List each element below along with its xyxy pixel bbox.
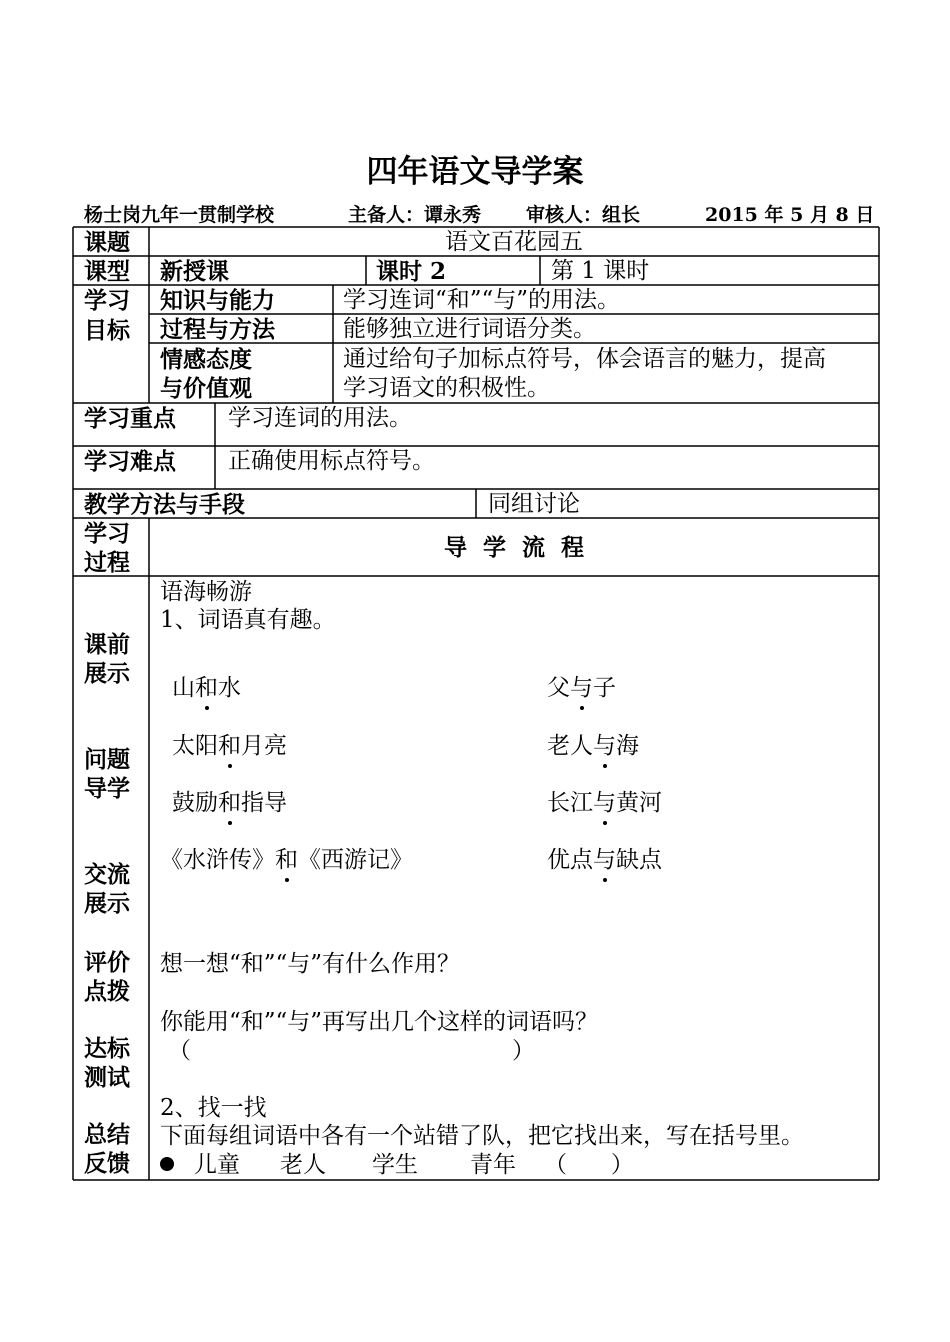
school-name: 杨士岗九年一贯制学校 <box>84 204 275 226</box>
hours-label: 课时 2 <box>376 258 447 285</box>
word-pair: 《水浒传》和《西游记》 <box>160 847 413 873</box>
word-pair: 优点与缺点 <box>547 847 662 873</box>
answer-paren-open: （ <box>168 1038 191 1064</box>
process-title: 导 学 流 程 <box>443 534 585 561</box>
difficulty-value: 正确使用标点符号。 <box>228 448 435 474</box>
sidebar-item-guide: 问题 导学 <box>84 746 130 802</box>
list-item: 儿童 老人 学生 青年 （ ） <box>160 1151 634 1180</box>
task-2-description: 下面每组词语中各有一个站错了队，把它找出来，写在括号里。 <box>160 1123 804 1149</box>
bullet-icon <box>160 1157 174 1171</box>
process-label: 学习 过程 <box>84 520 130 576</box>
topic-label: 课题 <box>84 229 130 256</box>
goal-process-label: 过程与方法 <box>160 316 275 343</box>
difficulty-label: 学习难点 <box>84 448 176 475</box>
topic-value: 语文百花园五 <box>445 229 583 255</box>
preparer: 主备人：谭永秀 <box>348 204 482 226</box>
question-2: 你能用“和”“与”再写出几个这样的词语吗？ <box>160 1009 599 1035</box>
sidebar-item-preclass: 课前 展示 <box>84 631 130 687</box>
type-value: 新授课 <box>160 258 229 285</box>
word-pair: 长江与黄河 <box>547 790 662 816</box>
goal-emotion-label: 情感态度 与价值观 <box>160 346 252 402</box>
method-value: 同组讨论 <box>488 491 580 517</box>
key-point-value: 学习连词的用法。 <box>228 405 412 431</box>
section-heading: 语海畅游 <box>160 579 252 605</box>
period-value: 第 1 课时 <box>551 258 650 284</box>
sidebar-item-evaluate: 评价 点拨 <box>84 949 130 1005</box>
goal-emotion-value: 通过给句子加标点符号，体会语言的魅力，提高 学习语文的积极性。 <box>343 346 826 401</box>
word-pair: 太阳和月亮 <box>172 733 287 759</box>
answer-paren-close: ） <box>512 1038 535 1064</box>
word-pair: 老人与海 <box>547 733 639 759</box>
goal-knowledge-value: 学习连词“和”“与”的用法。 <box>343 287 621 313</box>
key-point-label: 学习重点 <box>84 405 176 432</box>
task-1-heading: 1、词语真有趣。 <box>160 607 336 633</box>
goal-knowledge-label: 知识与能力 <box>160 287 275 314</box>
task-2-heading: 2、找一找 <box>160 1095 267 1121</box>
word-pair: 鼓励和指导 <box>172 790 287 816</box>
date: 2015 年 5 月 8 日 <box>705 204 875 226</box>
method-label: 教学方法与手段 <box>84 491 245 518</box>
goal-process-value: 能够独立进行词语分类。 <box>343 316 596 342</box>
reviewer: 审核人：组长 <box>526 204 641 226</box>
word-pair: 山和水 <box>172 675 241 701</box>
sidebar-item-summary: 总结 反馈 <box>84 1121 130 1177</box>
type-label: 课型 <box>84 258 130 285</box>
word-pair: 父与子 <box>547 675 616 701</box>
sidebar-item-test: 达标 测试 <box>84 1035 130 1091</box>
goals-label: 学习 目标 <box>84 287 130 344</box>
question-1: 想一想“和”“与”有什么作用？ <box>160 951 461 977</box>
page-title: 四年语文导学案 <box>366 154 584 190</box>
sidebar-item-exchange: 交流 展示 <box>84 861 130 917</box>
